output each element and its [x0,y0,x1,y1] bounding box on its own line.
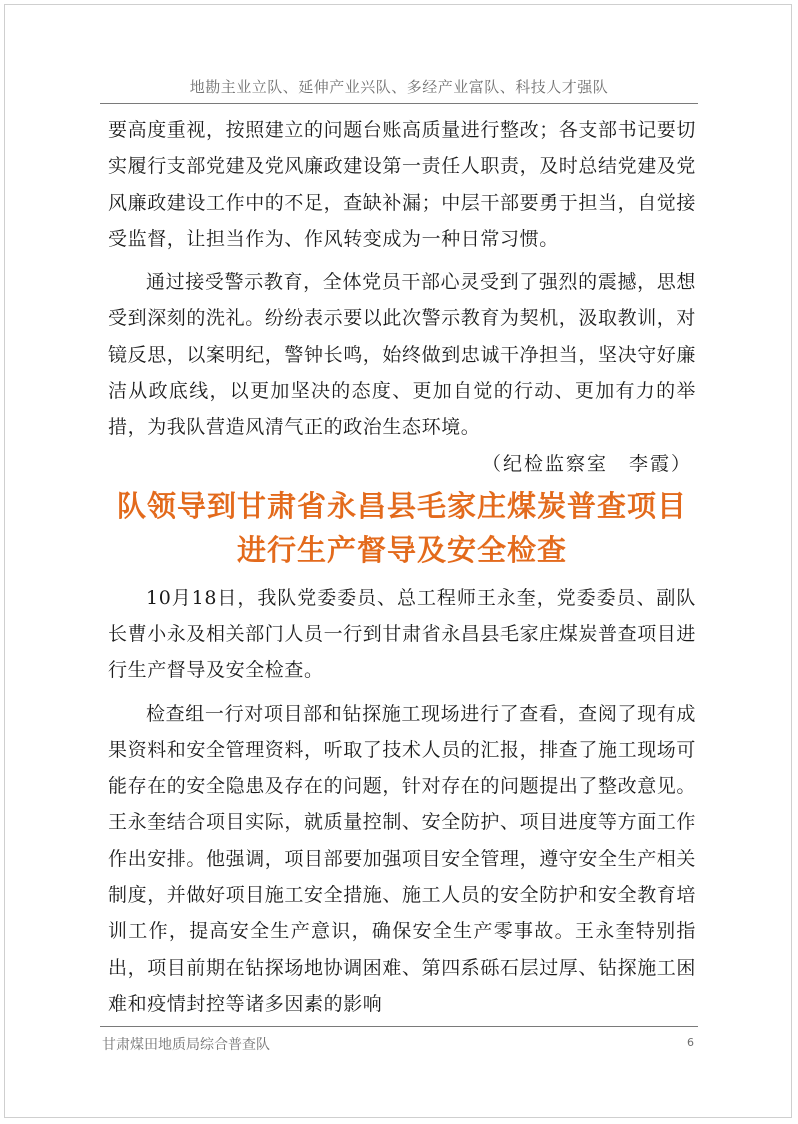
page-header-slogan: 地勘主业立队、延伸产业兴队、多经产业富队、科技人才强队 [189,78,609,96]
article-title-line-2: 进行生产督导及安全检查 [236,532,567,567]
footer-organization: 甘肃煤田地质局综合普查队 [102,1037,270,1053]
page-number: 6 [687,1036,694,1049]
previous-article-signature: （纪检监察室 李霞） [481,452,692,475]
article-paragraph-1: 10月18日，我队党委委员、总工程师王永奎，党委委员、副队长曹小永及相关部门人员一行到甘肃省永昌县毛家庄煤炭普查项目进行生产督导及安全检查。 [108,586,697,682]
article-title [108,484,696,572]
header-divider [100,103,698,104]
document-body [108,112,696,1022]
paragraph-gap [108,689,696,696]
paragraph-gap [108,257,696,264]
footer-divider [100,1026,698,1027]
article-paragraph-2: 检查组一行对项目部和钻探施工现场进行了查看，查阅了现有成果资料和安全管理资料，听取了技术人员的汇报，排查了施工现场可能存在的安全隐患及存在的问题，针对存在的问题提出了整改意见。王永奎结合项目实际，就质量控制、安全防护、项目进度等方面工作作出安排。他强调，项目部要加强项目安全管理，遵守安全生产相关制度，并做好项目施工安全措施、施工人员的安全防护和安全教育培训工作，提高安全生产意识，确保安全生产零事故。王永奎特别指出，项目前期在钻探场地协调困难、第四系砾石层过厚、钻探施工困难和疫情封控等诸多因素的影响 [108,702,697,1015]
previous-article-paragraph-2: 通过接受警示教育，全体党员干部心灵受到了强烈的震撼，思想受到深刻的洗礼。纷纷表示要以此次警示教育为契机，汲取教训，对镜反思，以案明纪，警钟长鸣，始终做到忠诚干净担当，坚决守好廉洁从政底线，以更加坚决的态度、更加自觉的行动、更加有力的举措，为我队营造风清气正的政治生态环境。 [108,271,697,439]
article-title-line-1: 队领导到甘肃省永昌县毛家庄煤炭普查项目 [116,488,687,523]
previous-article-paragraph-1: 要高度重视，按照建立的问题台账高质量进行整改；各支部书记要切实履行支部党建及党风廉政建设第一责任人职责，及时总结党建及党风廉政建设工作中的不足，查缺补漏；中层干部要勇于担当，自觉接受监督，让担当作为、作风转变成为一种日常习惯。 [108,119,697,250]
